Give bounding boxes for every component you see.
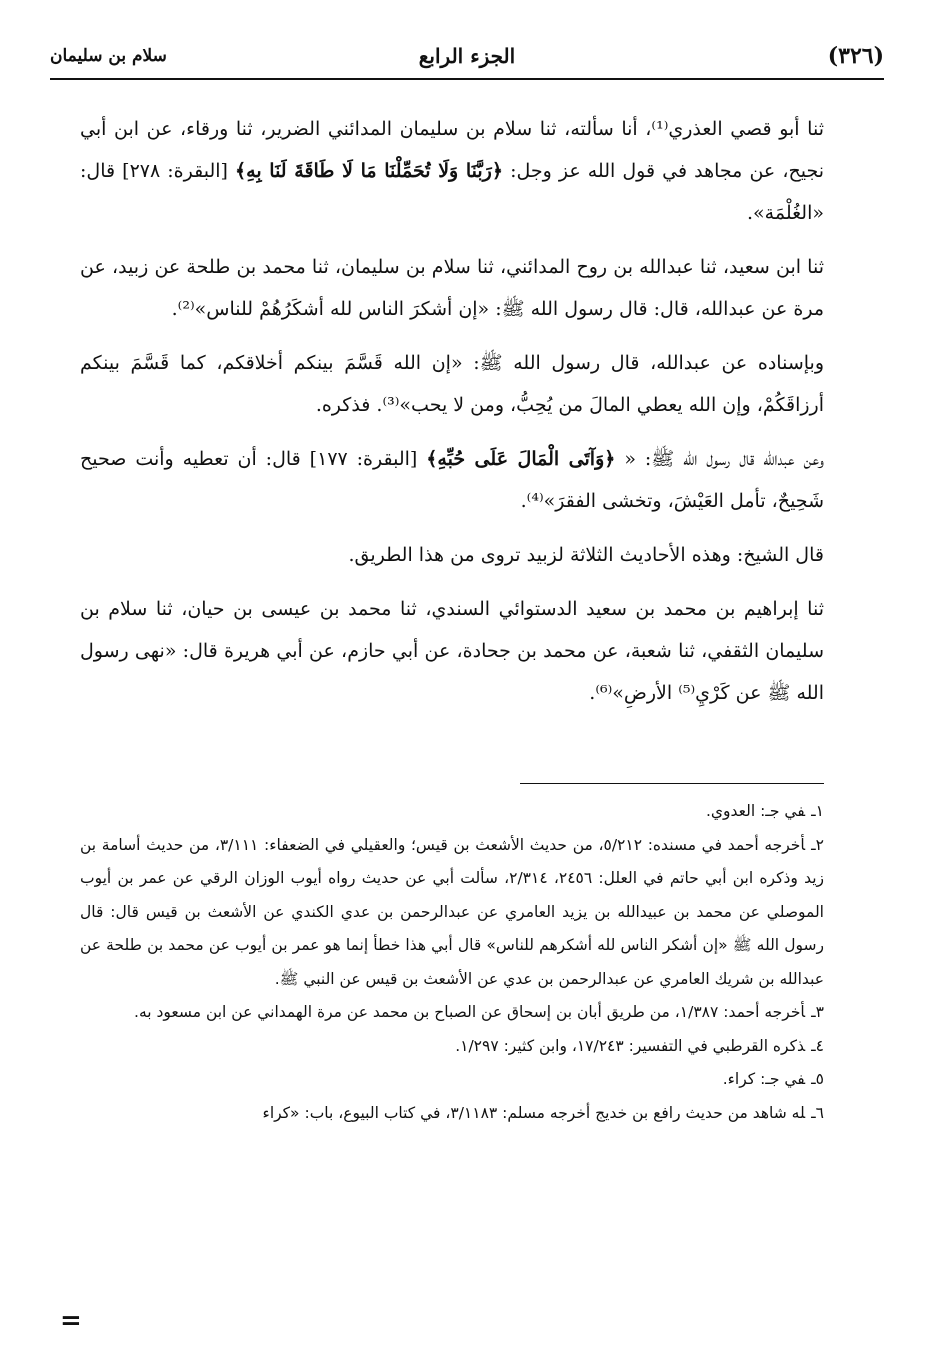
quran-verse-2: ﴿وَآتَى الْمَالَ عَلَى حُبِّهِ﴾ bbox=[426, 448, 616, 470]
footnote-3 bbox=[80, 996, 824, 1030]
footnote-number: ٢ـ bbox=[811, 835, 824, 854]
footnote-1 bbox=[80, 795, 824, 829]
footnote-6 bbox=[80, 1097, 824, 1131]
footnote-divider bbox=[520, 783, 824, 784]
page-number: (٣٢٦) bbox=[827, 43, 884, 69]
footnote-5 bbox=[80, 1063, 824, 1097]
paragraph-2: ثنا ابن سعيد، ثنا عبدالله بن روح المدائني، ثنا سلام بن سليمان، ثنا محمد بن طلحة عن زبيد، عن مرة عن عبدالله، قال: قال رسول الله ﷺ: «إن أشكرَ الناس لله أشكَرُهُمْ للناس»⁽²⁾. bbox=[80, 256, 824, 320]
footnote-number: ٥ـ bbox=[811, 1070, 824, 1088]
header-divider bbox=[50, 78, 884, 80]
continuation-mark: = bbox=[60, 1306, 82, 1336]
paragraph-1 bbox=[80, 108, 824, 234]
paragraph-1-text: ثنا أبو قصي العذري⁽¹⁾، أنا سألته، ثنا سلام بن سليمان المدائني الضرير، ثنا ورقاء، عن ابن أبي نجيح، عن مجاهد في قول الله عز وجل: bbox=[80, 118, 824, 182]
footnote-4 bbox=[80, 1030, 824, 1064]
quran-verse-1: ﴿رَبَّنَا وَلَا تُحَمِّلْنَا مَا لَا طَاقَةَ لَنَا بِهِ﴾ bbox=[235, 160, 503, 182]
page-header bbox=[50, 36, 884, 76]
footnote-2 bbox=[80, 829, 824, 997]
paragraph-1-tail: [البقرة: ٢٧٨] قال: «الغُلْمَة». bbox=[80, 160, 824, 224]
footnote-text: ذكره القرطبي في التفسير: ١٧/٢٤٣، وابن كثير: ١/٢٩٧. bbox=[455, 1036, 806, 1055]
footnote-number: ٣ـ bbox=[811, 1003, 824, 1021]
footnote-number: ١ـ bbox=[811, 802, 824, 820]
paragraph-4 bbox=[80, 438, 824, 522]
book-title: سلام بن سليمان bbox=[50, 46, 167, 66]
footnote-number: ٦ـ bbox=[811, 1103, 824, 1122]
paragraph-3: وبإسناده عن عبدالله، قال رسول الله ﷺ: «إن الله قَسَّمَ بينكم أخلاقكم، كما قَسَّمَ بينكم أرزاقَكُمْ، وإن الله يعطي المالَ من يُحِبُّ، ومن لا يحب»⁽³⁾. فذكره. bbox=[80, 352, 824, 416]
footnote-text: أخرجه أحمد في مسنده: ٥/٢١٢، من حديث الأشعث بن قيس؛ والعقيلي في الضعفاء: ٣/١١١، من حديث أسامة بن زيد وذكره ابن أبي حاتم في العلل: ٢٤٥٦، ٢/٣١٤، سألت أبي عن حديث رواه أيوب الوزان الرقي عن عمر بن أيوب الموصلي عن محمد بن عبيدالله بن يزيد العامري عن عبدالرحمن بن عدي الكندي عن الأشعث بن قيس قال: قال رسول الله ﷺ «إن أشكر الناس لله أشكرهم للناس» قال أبي هذا خطأ إنما هو عمر بن أيوب عن محمد بن طلحة عن عبدالله بن شريك العامري عن عبدالرحمن بن عدي عن الأشعث بن قيس عن النبي ﷺ. bbox=[80, 835, 824, 988]
part-title: الجزء الرابع bbox=[418, 44, 516, 68]
paragraph-5: قال الشيخ: وهذه الأحاديث الثلاثة لزبيد تروى من هذا الطريق. bbox=[348, 544, 824, 566]
paragraph-6: ثنا إبراهيم بن محمد بن سعيد الدستوائي السندي، ثنا محمد بن عيسى بن حيان، ثنا سلام بن سليمان الثقفي، ثنا شعبة، عن محمد بن جحادة، عن أبي حازم، عن أبي هريرة قال: «نهى رسول الله ﷺ عن كَرْيِ⁽⁵⁾ الأرضِ»⁽⁶⁾. bbox=[80, 598, 824, 704]
footnote-text: في جـ: العدوي. bbox=[705, 802, 806, 820]
paragraph-4-tail: [البقرة: ١٧٧] قال: أن تعطيه وأنت صحيح شَحِيحٌ، تأمل العَيْشَ، وتخشى الفقرَ»⁽⁴⁾. bbox=[80, 448, 824, 512]
paragraph-4-head: وعن عبدالله قال رسول الله ﷺ: « bbox=[624, 448, 824, 470]
footnote-text: أخرجه أحمد: ١/٣٨٧، من طريق أبان بن إسحاق عن الصباح بن محمد عن مرة الهمداني عن ابن مسعود به. bbox=[134, 1003, 806, 1021]
main-text bbox=[80, 108, 824, 726]
footnote-text: له شاهد من حديث رافع بن خديج أخرجه مسلم: ٣/١١٨٣، في كتاب البيوع، باب: «كراء bbox=[262, 1103, 806, 1122]
footnotes bbox=[80, 795, 824, 1130]
footnote-text: في جـ: كراء. bbox=[722, 1070, 806, 1088]
footnote-number: ٤ـ bbox=[811, 1036, 824, 1055]
